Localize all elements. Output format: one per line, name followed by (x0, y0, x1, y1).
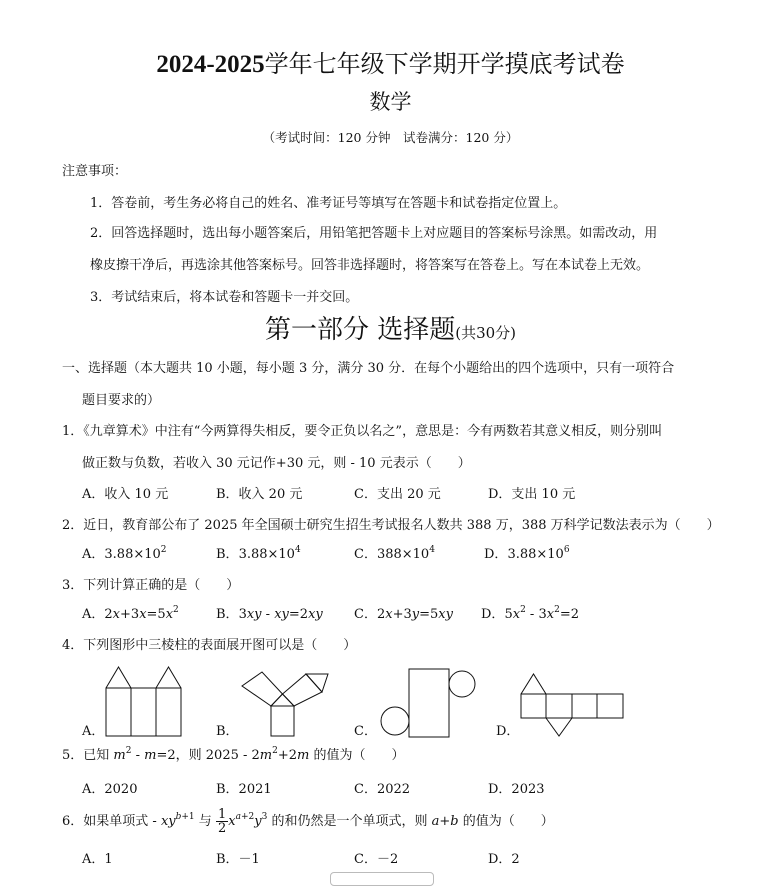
exam-info: （考试时间：120 分钟 试卷满分：120 分） (262, 130, 519, 145)
q1-option-a: A．收入 10 元 (82, 487, 169, 502)
notice-item-2-line-2: 橡皮擦干净后，再选涂其他答案标号。回答非选择题时，将答案写在答卷上。写在本试卷上无效。 (90, 258, 650, 273)
q4-stem: 4．下列图形中三棱柱的表面展开图可以是（ ） (62, 638, 357, 653)
q2-option-a: A．$3.88\times 10^2$ (82, 545, 167, 562)
q4-option-a: A． (82, 724, 105, 739)
q3-stem: 3．下列计算正确的是（ ） (62, 578, 240, 593)
q2-stem: 2．近日，教育部公布了 2025 年全国硕士研究生招生考试报名人数共 388 万，388 万科学记数法表示为（ ） (62, 518, 720, 533)
q2-option-b: B．$3.88\times 10^4$ (216, 545, 301, 562)
q5-option-d: D．2023 (488, 782, 545, 797)
notice-heading: 注意事项： (62, 164, 128, 179)
q3-option-c: C．2x+3y=5xy (354, 607, 453, 622)
q2-option-d: D．$3.88\times 10^6$ (484, 545, 570, 562)
q3-option-b: B．3xy - xy=2xy (216, 607, 323, 622)
q6-option-d: D．2 (488, 852, 520, 867)
q4-option-d: D． (496, 724, 520, 739)
q4-net-a (102, 664, 184, 738)
subject-title: 数学 (369, 90, 412, 114)
q6-option-a: A．1 (82, 852, 113, 867)
exam-title: 2024-2025学年七年级下学期开学摸底考试卷 (156, 50, 625, 78)
notice-item-3: 3．考试结束后，将本试卷和答题卡一并交回。 (90, 290, 359, 305)
part1-intro-line-1: 一、选择题（本大题共 10 小题，每小题 3 分，满分 30 分．在每个小题给出的四个选项中，只有一项符合 (62, 361, 675, 376)
notice-item-2-line-1: 2．回答选择题时，选出每小题答案后，用铅笔把答题卡上对应题目的答案标号涂黑。如需改动，用 (90, 226, 658, 241)
q5-option-b: B．2021 (216, 782, 272, 797)
q1-option-c: C．支出 20 元 (354, 487, 441, 502)
q5-option-c: C．2022 (354, 782, 411, 797)
q1-option-b: B．收入 20 元 (216, 487, 303, 502)
notice-item-1: 1．答卷前，考生务必将自己的姓名、准考证号等填写在答题卡和试卷指定位置上。 (90, 196, 567, 211)
q5-stem: 5．已知 $m^2 - m=2$，则 $2025 - 2m^2+2m$ 的值为（ ） (62, 746, 405, 763)
part1-intro-line-2: 题目要求的） (82, 393, 161, 408)
q4-net-d (516, 670, 626, 740)
q2-option-c: C．$388\times 10^4$ (354, 545, 435, 562)
q4-option-b: B． (216, 724, 239, 739)
q4-option-c: C． (354, 724, 377, 739)
q3-option-a: A．$2x+3x=5x^2$ (82, 605, 179, 622)
q3-option-d: D．$5x^2 - 3x^2=2$ (481, 605, 579, 622)
q6-option-c: C．－2 (354, 852, 399, 867)
q6-stem: 6．如果单项式 - $xy^{b+1}$ 与 $\frac{1}{2}$ $x^{a+2}y^3$ 的和仍然是一个单项式，则 a+b 的值为（ ） (62, 807, 554, 836)
q1-stem-line-2: 做正数与负数，若收入 30 元记作+30 元，则 - 10 元表示（ ） (82, 456, 471, 471)
q1-stem-line-1: 1．《九章算术》中注有“今两算得失相反，要令正负以名之”，意思是：今有两数若其意义相反，则分别叫 (62, 424, 663, 439)
section-heading: 第一部分 选择题(共30分) (264, 315, 517, 345)
q1-option-d: D．支出 10 元 (488, 487, 576, 502)
q6-option-b: B．－1 (216, 852, 260, 867)
q5-option-a: A．2020 (82, 782, 138, 797)
q4-net-c (376, 664, 476, 740)
q6-fraction: $\frac{1}{2}$ (217, 807, 227, 836)
page-footer-tab[interactable] (330, 872, 434, 886)
q4-net-b (236, 664, 332, 738)
